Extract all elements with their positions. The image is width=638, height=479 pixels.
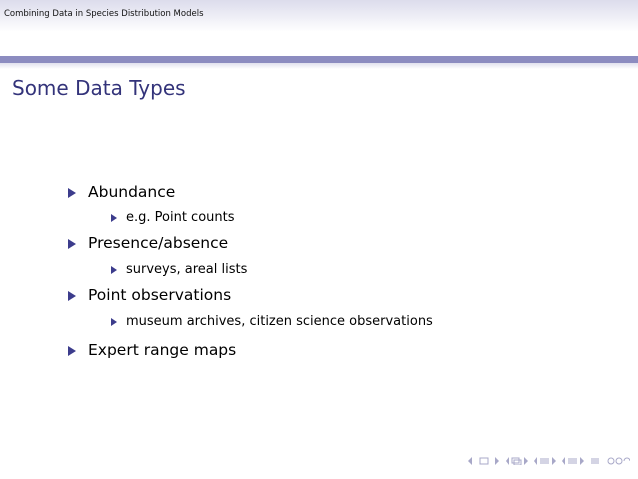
sub-list-item: surveys, areal lists (126, 262, 248, 277)
frame-title: Some Data Types (12, 76, 186, 100)
nav-frame-icon[interactable] (479, 457, 489, 465)
bullet-triangle-icon (68, 239, 76, 249)
nav-left-arrow-icon[interactable] (468, 457, 473, 465)
sub-bullet-triangle-icon (111, 266, 117, 274)
list-item: Presence/absence (88, 234, 229, 252)
presentation-title: Combining Data in Species Distribution Models (4, 9, 204, 19)
list-item: Expert range maps (88, 341, 237, 359)
title-rule (0, 56, 638, 63)
sub-list-item: e.g. Point counts (126, 210, 235, 225)
bullet-triangle-icon (68, 188, 76, 198)
nav-doc-icon[interactable] (562, 457, 584, 465)
nav-section-icon[interactable] (534, 457, 556, 465)
bullet-triangle-icon (68, 346, 76, 356)
sub-list-item: museum archives, citizen science observations (126, 314, 433, 329)
title-rule-shadow (0, 63, 638, 69)
list-item: Point observations (88, 286, 232, 304)
sub-bullet-triangle-icon (111, 214, 117, 222)
navigation-bar (468, 455, 630, 467)
nav-search-icon[interactable] (606, 457, 630, 465)
nav-subsection-icon[interactable] (506, 457, 528, 465)
nav-right-arrow-icon[interactable] (495, 457, 500, 465)
bullet-triangle-icon (68, 291, 76, 301)
sub-bullet-triangle-icon (111, 318, 117, 326)
headline-bar (0, 0, 638, 32)
list-item: Abundance (88, 183, 176, 201)
nav-align-icon[interactable] (590, 457, 600, 465)
